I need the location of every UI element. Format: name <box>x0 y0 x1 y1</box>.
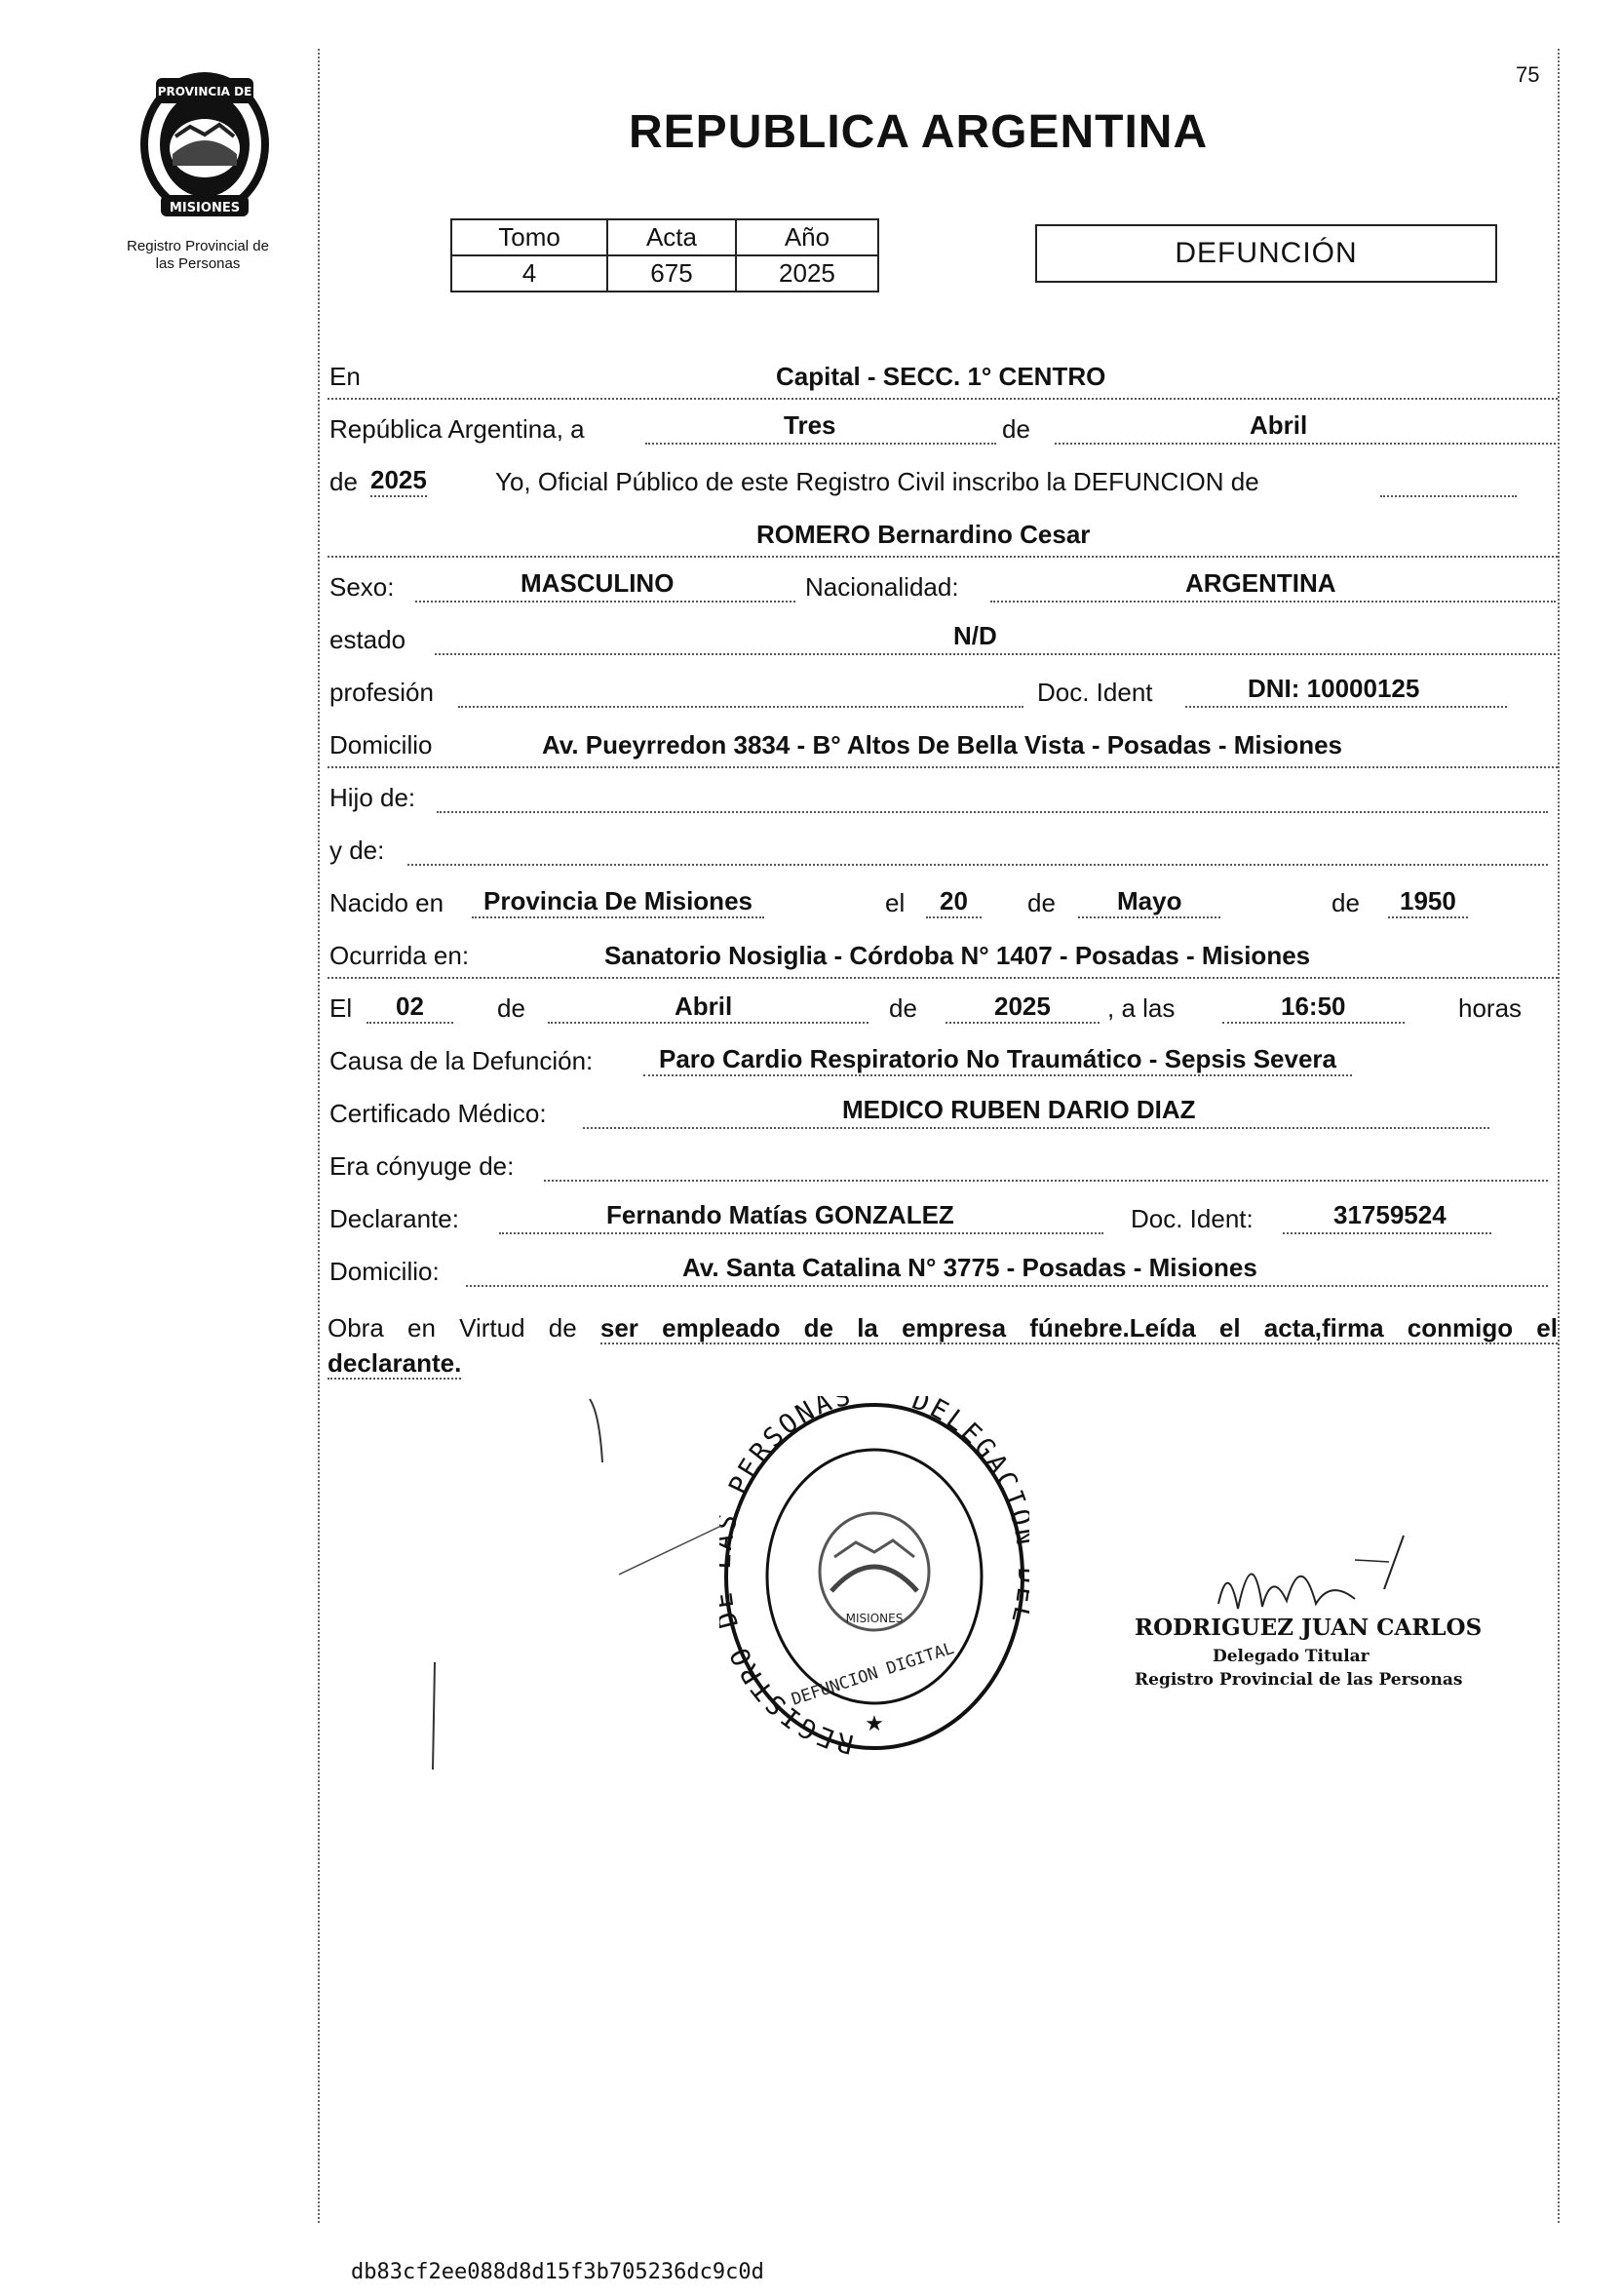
province-coat-of-arms-logo <box>122 58 288 224</box>
inscribo-blank <box>1380 493 1517 497</box>
republica-label: República Argentina, a <box>329 414 585 444</box>
birth-month: Mayo <box>1078 886 1220 918</box>
ocurrida-label: Ocurrida en: <box>329 941 470 970</box>
registry-caption-line2: las Personas <box>155 255 241 272</box>
domicilio-value: Av. Pueyrredon 3834 - B° Altos De Bella Vista - Posadas - Misiones <box>542 730 1343 759</box>
record-table-header: Acta <box>607 219 736 255</box>
record-table-value-row <box>451 255 878 292</box>
registry-caption-line1: Registro Provincial de <box>127 238 269 254</box>
hijo-label: Hijo de: <box>329 783 416 812</box>
row-occurred <box>328 924 1558 979</box>
deceased-name: ROMERO Bernardino Cesar <box>756 520 1091 549</box>
declarante-dom-value: Av. Santa Catalina N° 3775 - Posadas - Misiones <box>682 1253 1257 1282</box>
sexo-label: Sexo: <box>329 572 395 602</box>
conyuge-label: Era cónyuge de: <box>329 1151 515 1181</box>
death-el-label: El <box>329 993 353 1023</box>
page-title: REPUBLICA ARGENTINA <box>629 106 1209 158</box>
ocurrida-value: Sanatorio Nosiglia - Córdoba N° 1407 - Posadas - Misiones <box>604 941 1311 970</box>
obra-value-line2: declarante. <box>328 1348 462 1378</box>
birth-de2-label: de <box>1332 888 1360 917</box>
declarante-doc-value: 31759524 <box>1333 1200 1447 1229</box>
nacionalidad-label: Nacionalidad: <box>805 572 959 602</box>
record-table-cell: 4 <box>451 255 607 292</box>
official-seal-stamp <box>719 1396 1029 1757</box>
row-death-date <box>328 977 1558 1030</box>
record-type-label: DEFUNCIÓN <box>1175 237 1358 269</box>
birth-de1-label: de <box>1027 888 1056 917</box>
estado-blank <box>435 651 1556 655</box>
nacido-label: Nacido en <box>329 888 444 917</box>
row-estado <box>328 608 1558 661</box>
profesion-blank <box>458 704 1023 708</box>
death-month: Abril <box>548 992 868 1024</box>
day-blank <box>645 441 996 445</box>
signatory-name: RODRIGUEZ JUAN CARLOS <box>1135 1615 1483 1641</box>
doc-ident-blank <box>1185 704 1507 708</box>
svg-text:★: ★ <box>865 1711 884 1735</box>
stray-pen-mark <box>614 1521 731 1584</box>
domicilio-label: Domicilio <box>329 730 433 759</box>
death-de1-label: de <box>497 993 525 1023</box>
row-obra-en-virtud <box>328 1310 1558 1381</box>
stamp-ring-text: REGISTRO PERSONAS DELEGACI <box>723 1396 1029 1757</box>
signatory-office: Registro Provincial de las Personas <box>1135 1670 1463 1690</box>
declarante-value: Fernando Matías GONZALEZ <box>606 1200 954 1229</box>
row-birth <box>328 872 1558 924</box>
row-profession-doc <box>328 661 1558 714</box>
estado-label: estado <box>329 625 406 654</box>
en-value: Capital - SECC. 1° CENTRO <box>776 362 1106 391</box>
row-domicilio <box>328 714 1558 768</box>
declarante-dom-label: Domicilio: <box>329 1257 440 1286</box>
inscribo-text: Yo, Oficial Público de este Registro Civil inscribo la DEFUNCION de <box>495 467 1259 496</box>
record-table-cell: 2025 <box>736 255 878 292</box>
conyuge-blank <box>544 1178 1548 1182</box>
right-margin-rule <box>1558 49 1560 2223</box>
horas-label: horas <box>1458 993 1523 1023</box>
logo-bottom-text: MISIONES <box>169 201 241 215</box>
obra-value-line1: ser empleado de la empresa fúnebre.Leída el acta,firma conmigo el <box>599 1313 1558 1343</box>
signatory-title: Delegado Titular <box>1213 1647 1370 1666</box>
nacionalidad-blank <box>990 599 1556 603</box>
nacido-value: Provincia De Misiones <box>472 886 764 918</box>
year-prefix: de <box>329 467 358 496</box>
record-table-header: Tomo <box>451 219 607 255</box>
birth-year: 1950 <box>1388 886 1468 918</box>
record-table-cell: 675 <box>607 255 736 292</box>
doc-ident-label: Doc. Ident <box>1037 678 1153 707</box>
death-de2-label: de <box>889 993 917 1023</box>
de-label: de <box>1002 414 1030 444</box>
record-table <box>450 218 879 292</box>
row-declarant-domicile <box>328 1240 1558 1293</box>
obra-label: Obra en Virtud de <box>328 1313 577 1343</box>
certificado-value: MEDICO RUBEN DARIO DIAZ <box>842 1095 1196 1124</box>
row-place <box>328 345 1558 400</box>
row-declarant <box>328 1187 1558 1240</box>
causa-label: Causa de la Defunción: <box>329 1046 594 1075</box>
logo-top-text: PROVINCIA DE <box>157 85 252 98</box>
death-day: 02 <box>367 992 453 1024</box>
alas-label: , a las <box>1107 993 1176 1023</box>
sexo-blank <box>415 599 795 603</box>
record-table-header: Año <box>736 219 878 255</box>
stamp-inner-text: DEFUNCION DIGITAL <box>789 1638 957 1710</box>
causa-value: Paro Cardio Respiratorio No Traumático - Sepsis Severa <box>643 1044 1352 1076</box>
declarante-dom-blank <box>466 1283 1548 1287</box>
row-y-de <box>328 819 1558 872</box>
en-label: En <box>329 362 361 391</box>
record-type-box <box>1035 224 1497 283</box>
month-value: Abril <box>1250 410 1308 440</box>
row-deceased-name <box>328 503 1558 558</box>
nacionalidad-value: ARGENTINA <box>1185 568 1336 598</box>
sexo-value: MASCULINO <box>521 568 675 598</box>
birth-el-label: el <box>885 888 906 917</box>
yde-blank <box>407 862 1548 866</box>
death-year: 2025 <box>946 992 1100 1024</box>
row-certificate <box>328 1082 1558 1135</box>
record-table-header-row <box>451 219 878 255</box>
document-hash: db83cf2ee088d8d15f3b705236dc9c0d <box>351 2260 764 2284</box>
declarante-doc-blank <box>1283 1230 1491 1234</box>
row-cause <box>328 1030 1558 1082</box>
death-time: 16:50 <box>1222 992 1405 1024</box>
handwritten-signature <box>1209 1521 1462 1628</box>
estado-value: N/D <box>953 621 997 650</box>
row-sex-nationality <box>328 556 1558 608</box>
certificado-blank <box>583 1125 1489 1129</box>
page-number: 75 <box>1516 62 1540 87</box>
day-value: Tres <box>784 410 836 440</box>
row-date <box>328 398 1558 450</box>
stray-pen-mark <box>585 1394 614 1477</box>
profesion-label: profesión <box>329 678 434 707</box>
stamp-emblem-text: MISIONES <box>845 1612 904 1625</box>
row-spouse <box>328 1135 1558 1187</box>
stray-pen-mark <box>425 1657 444 1779</box>
declarante-blank <box>499 1230 1103 1234</box>
left-margin-rule <box>318 49 320 2223</box>
year-value: 2025 <box>370 465 427 497</box>
birth-day: 20 <box>926 886 982 918</box>
declarante-doc-label: Doc. Ident: <box>1131 1204 1254 1233</box>
hijo-blank <box>437 809 1548 813</box>
row-hijo-de <box>328 766 1558 819</box>
signature-block <box>1135 1615 1525 1690</box>
row-year-inscribo <box>328 450 1558 503</box>
registry-caption <box>86 238 310 273</box>
yde-label: y de: <box>329 836 385 865</box>
certificado-label: Certificado Médico: <box>329 1099 547 1128</box>
month-blank <box>1055 441 1556 445</box>
doc-ident-value: DNI: 10000125 <box>1248 674 1420 703</box>
declarante-label: Declarante: <box>329 1204 459 1233</box>
